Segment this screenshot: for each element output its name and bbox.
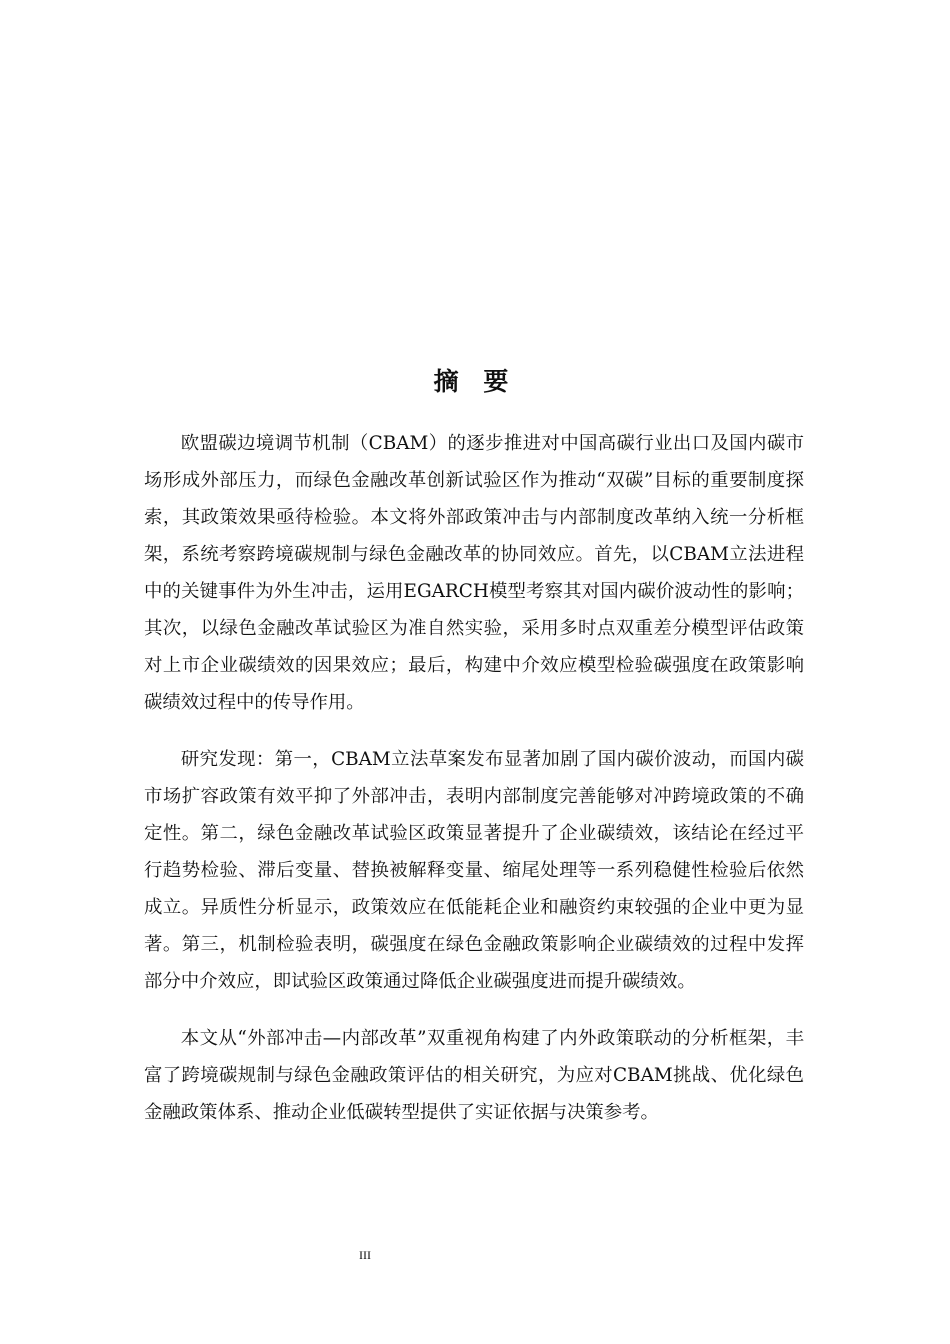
abstract-paragraph-1: 欧盟碳边境调节机制（CBAM）的逐步推进对中国高碳行业出口及国内碳市场形成外部压力，而绿色金融改革创新试验区作为推动“双碳”目标的重要制度探索，其政策效果亟待检验。本文将外部政策冲击与内部制度改革纳入统一分析框架，系统考察跨境碳规制与绿色金融改革的协同效应。首先，以CBAM立法进程中的关键事件为外生冲击，运用EGARCH模型考察其对国内碳价波动性的影响；其次，以绿色金融改革试验区为准自然实验，采用多时点双重差分模型评估政策对上市企业碳绩效的因果效应；最后，构建中介效应模型检验碳强度在政策影响碳绩效过程中的传导作用。 [144,433,804,713]
abstract-title: 摘 要 [433,367,517,396]
abstract-paragraph-3: 本文从“外部冲击—内部改革”双重视角构建了内外政策联动的分析框架，丰富了跨境碳规制与绿色金融政策评估的相关研究，为应对CBAM挑战、优化绿色金融政策体系、推动企业低碳转型提供了实证依据与决策参考。 [144,1028,804,1123]
abstract-body [144,425,804,1151]
page-number: III [359,1248,371,1262]
abstract-paragraph-2: 研究发现：第一，CBAM立法草案发布显著加剧了国内碳价波动，而国内碳市场扩容政策有效平抑了外部冲击，表明内部制度完善能够对冲跨境政策的不确定性。第二，绿色金融改革试验区政策显著提升了企业碳绩效，该结论在经过平行趋势检验、滞后变量、替换被解释变量、缩尾处理等一系列稳健性检验后依然成立。异质性分析显示，政策效应在低能耗企业和融资约束较强的企业中更为显著。第三，机制检验表明，碳强度在绿色金融政策影响企业碳绩效的过程中发挥部分中介效应，即试验区政策通过降低企业碳强度进而提升碳绩效。 [144,749,804,992]
